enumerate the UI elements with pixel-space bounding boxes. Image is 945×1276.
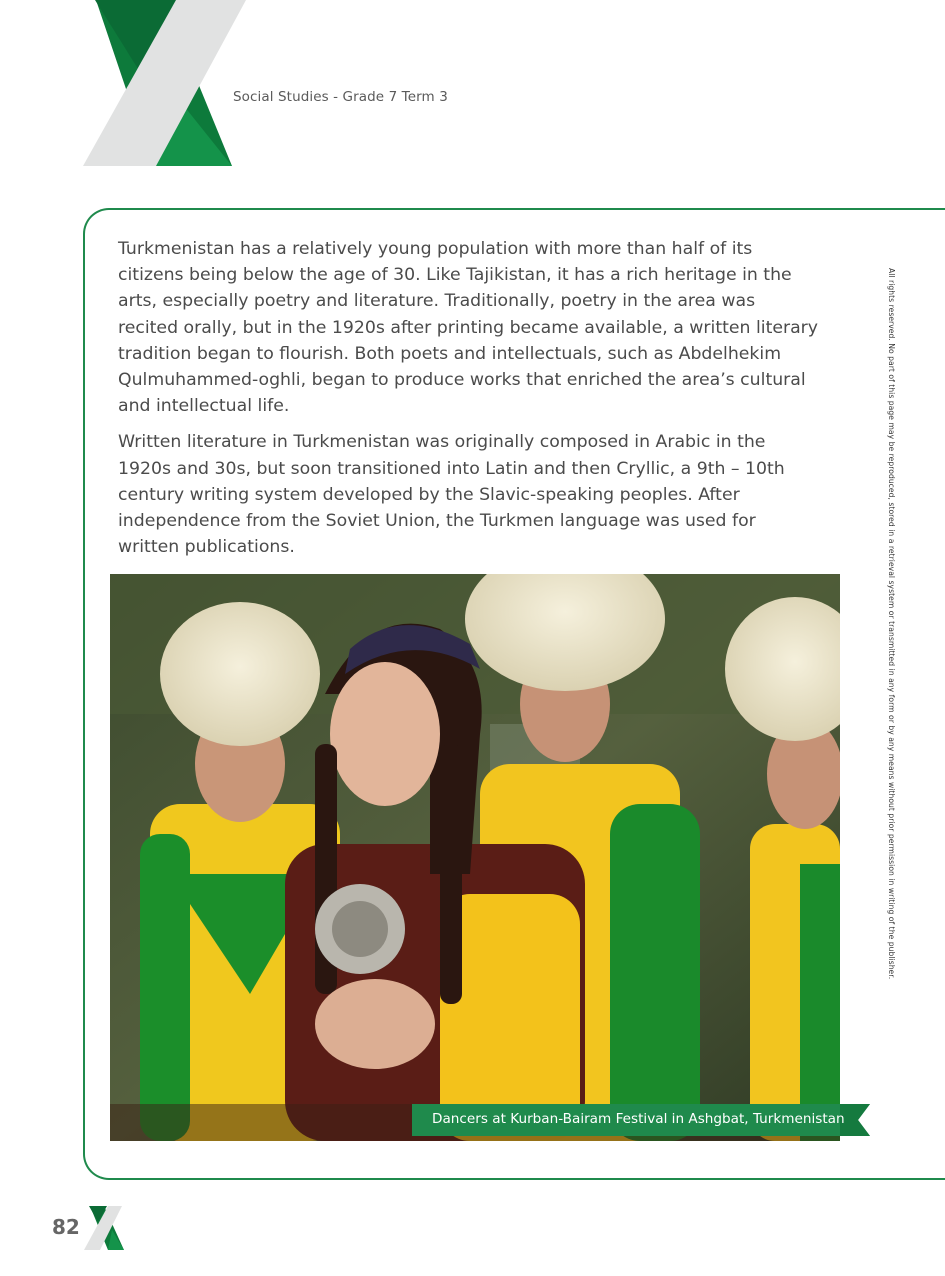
paragraph-2: Written literature in Turkmenistan was originally composed in Arabic in the 1920s and 30s, but soon transitioned into Latin and then Cryllic, a 9th – 10th century writing system developed by the Slavic-speaking peoples. After independence from the Soviet Union, the Turkmen language was used for written publications. <box>118 432 785 558</box>
festival-dancers-photo <box>110 574 840 1141</box>
publisher-logo-small <box>82 1206 126 1250</box>
publisher-logo <box>0 0 260 170</box>
body-text <box>118 236 818 570</box>
page-number: 82 <box>52 1215 80 1239</box>
photo-caption <box>412 1104 870 1136</box>
copyright-notice: All rights reserved. No part of this page may be reproduced, stored in a retrieval system or transmitted in any form or by any means without prior permission in writing of the publisher. <box>887 268 896 980</box>
caption-text: Dancers at Kurban-Bairam Festival in Ashgbat, Turkmenistan <box>432 1111 845 1127</box>
subject-header: Social Studies - Grade 7 Term 3 <box>233 89 448 105</box>
paragraph-1: Turkmenistan has a relatively young population with more than half of its citizens being below the age of 30. Like Tajikistan, it has a rich heritage in the arts, especially poetry and literature. Traditionally, poetry in the area was recited orally, but in the 1920s after printing became available, a written literary tradition began to flourish. Both poets and intellectuals, such as Abdelhekim Qulmuhammed-oghli, began to produce works that enriched the area’s cultural and intellectual life. <box>118 239 819 417</box>
